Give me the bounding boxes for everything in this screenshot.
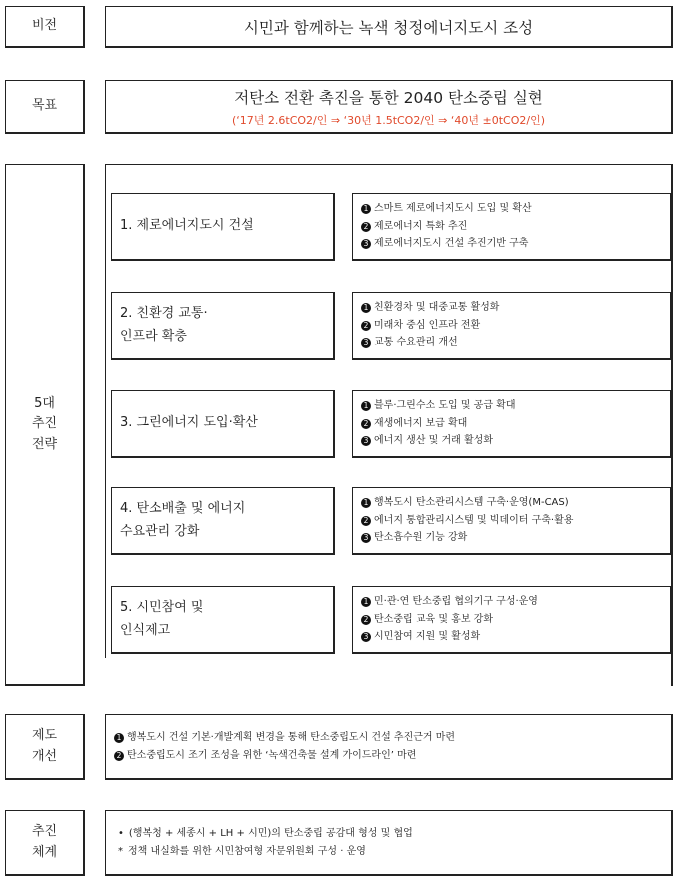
strategy-1-title-box xyxy=(111,193,335,261)
institution-row xyxy=(114,729,671,747)
strategy-1-title: 1. 제로에너지도시 건설 xyxy=(120,218,254,234)
detail-row xyxy=(361,235,670,253)
detail-row xyxy=(361,334,670,352)
detail-text: 민·관·연 탄소중립 협의기구 구성·운영 xyxy=(374,596,538,608)
number-badge-icon: 3 xyxy=(361,239,371,249)
strategy-3-title: 3. 그린에너지 도입·확산 xyxy=(120,415,258,431)
system-label-box xyxy=(5,810,85,876)
number-badge-icon: 1 xyxy=(361,597,371,607)
vision-text: 시민과 함께하는 녹색 청정에너지도시 조성 xyxy=(243,18,534,37)
bullet-icon: • xyxy=(118,827,124,839)
number-badge-icon: 3 xyxy=(361,632,371,642)
strategy-4-title-box xyxy=(111,487,335,555)
strategies-frame-left xyxy=(105,164,106,658)
strategies-frame-top xyxy=(105,164,673,165)
number-badge-icon: 3 xyxy=(361,338,371,348)
system-row xyxy=(118,843,671,861)
detail-row xyxy=(361,611,670,629)
goal-label-box xyxy=(5,80,85,134)
goal-sub-text: (‘17년 2.6tCO2/인 ⇒ ‘30년 1.5tCO2/인 ⇒ ‘40년 ±0tCO2/인) xyxy=(231,113,545,127)
detail-row xyxy=(361,512,670,530)
number-badge-icon: 2 xyxy=(361,419,371,429)
strategies-label-box xyxy=(5,164,85,686)
number-badge-icon: 2 xyxy=(114,751,124,761)
detail-row xyxy=(361,415,670,433)
strategy-5-title-box xyxy=(111,586,335,654)
system-text: 정책 내실화를 위한 시민참여형 자문위원회 구성 · 운영 xyxy=(128,845,366,857)
number-badge-icon: 2 xyxy=(361,321,371,331)
institution-text: 행복도시 건설 기본·개발계획 변경을 통해 탄소중립도시 건설 추진근거 마련 xyxy=(127,731,456,743)
number-badge-icon: 3 xyxy=(361,436,371,446)
detail-text: 제로에너지 특화 추진 xyxy=(374,220,468,232)
detail-row xyxy=(361,529,670,547)
detail-row xyxy=(361,494,670,512)
detail-text: 탄소중립 교육 및 홍보 강화 xyxy=(374,613,493,625)
strategy-4-details xyxy=(352,487,672,555)
detail-text: 교통 수요관리 개선 xyxy=(374,337,458,349)
detail-text: 에너지 생산 및 거래 활성화 xyxy=(374,435,493,447)
number-badge-icon: 1 xyxy=(361,204,371,214)
institution-text: 탄소중립도시 조기 조성을 위한 ‘녹색건축물 설계 가이드라인’ 마련 xyxy=(127,749,417,761)
system-label: 추진 체계 xyxy=(31,824,58,860)
institution-row xyxy=(114,747,671,765)
detail-row xyxy=(361,593,670,611)
goal-main-text: 저탄소 전환 촉진을 통한 2040 탄소중립 실현 xyxy=(234,88,543,107)
system-box xyxy=(105,810,673,876)
detail-text: 제로에너지도시 건설 추진기반 구축 xyxy=(374,238,529,250)
detail-text: 행복도시 탄소관리시스템 구축·운영(M-CAS) xyxy=(374,497,569,509)
strategy-4-title: 4. 탄소배출 및 에너지 수요관리 강화 xyxy=(120,500,246,539)
goal-box xyxy=(105,80,673,134)
vision-label-box xyxy=(5,6,85,48)
number-badge-icon: 1 xyxy=(361,401,371,411)
number-badge-icon: 2 xyxy=(361,222,371,232)
number-badge-icon: 2 xyxy=(361,615,371,625)
system-row xyxy=(118,825,671,843)
detail-row xyxy=(361,299,670,317)
asterisk-icon: * xyxy=(118,845,123,857)
number-badge-icon: 3 xyxy=(361,533,371,543)
vision-label: 비전 xyxy=(31,18,58,34)
detail-row xyxy=(361,200,670,218)
detail-text: 시민참여 지원 및 활성화 xyxy=(374,631,481,643)
detail-row xyxy=(361,218,670,236)
detail-text: 친환경차 및 대중교통 활성화 xyxy=(374,302,500,314)
detail-row xyxy=(361,397,670,415)
detail-text: 에너지 통합관리시스템 및 빅데이터 구축·활용 xyxy=(374,514,574,526)
strategy-5-details xyxy=(352,586,672,654)
institution-label-box xyxy=(5,714,85,780)
detail-text: 재생에너지 보급 확대 xyxy=(374,417,468,429)
vision-box xyxy=(105,6,673,48)
detail-text: 미래차 중심 인프라 전환 xyxy=(374,319,481,331)
institution-label: 제도 개선 xyxy=(31,728,58,764)
detail-row xyxy=(361,432,670,450)
number-badge-icon: 1 xyxy=(361,303,371,313)
system-text: (행복청 + 세종시 + LH + 시민)의 탄소중립 공감대 형성 및 협업 xyxy=(128,827,413,839)
detail-row xyxy=(361,317,670,335)
detail-text: 탄소흡수원 기능 강화 xyxy=(374,532,468,544)
strategy-2-details xyxy=(352,292,672,360)
strategy-3-details xyxy=(352,390,672,458)
goal-label: 목표 xyxy=(31,98,58,114)
number-badge-icon: 1 xyxy=(114,733,124,743)
strategy-2-title-box xyxy=(111,292,335,360)
strategy-1-details xyxy=(352,193,672,261)
strategy-2-title: 2. 친환경 교통· 인프라 확충 xyxy=(120,305,208,344)
number-badge-icon: 2 xyxy=(361,516,371,526)
detail-text: 블루·그린수소 도입 및 공급 확대 xyxy=(374,400,516,412)
strategy-5-title: 5. 시민참여 및 인식제고 xyxy=(120,599,204,638)
detail-row xyxy=(361,628,670,646)
detail-text: 스마트 제로에너지도시 도입 및 확산 xyxy=(374,203,532,215)
strategies-label: 5대 추진 전략 xyxy=(31,396,58,452)
number-badge-icon: 1 xyxy=(361,498,371,508)
strategy-3-title-box xyxy=(111,390,335,458)
institution-box xyxy=(105,714,673,780)
